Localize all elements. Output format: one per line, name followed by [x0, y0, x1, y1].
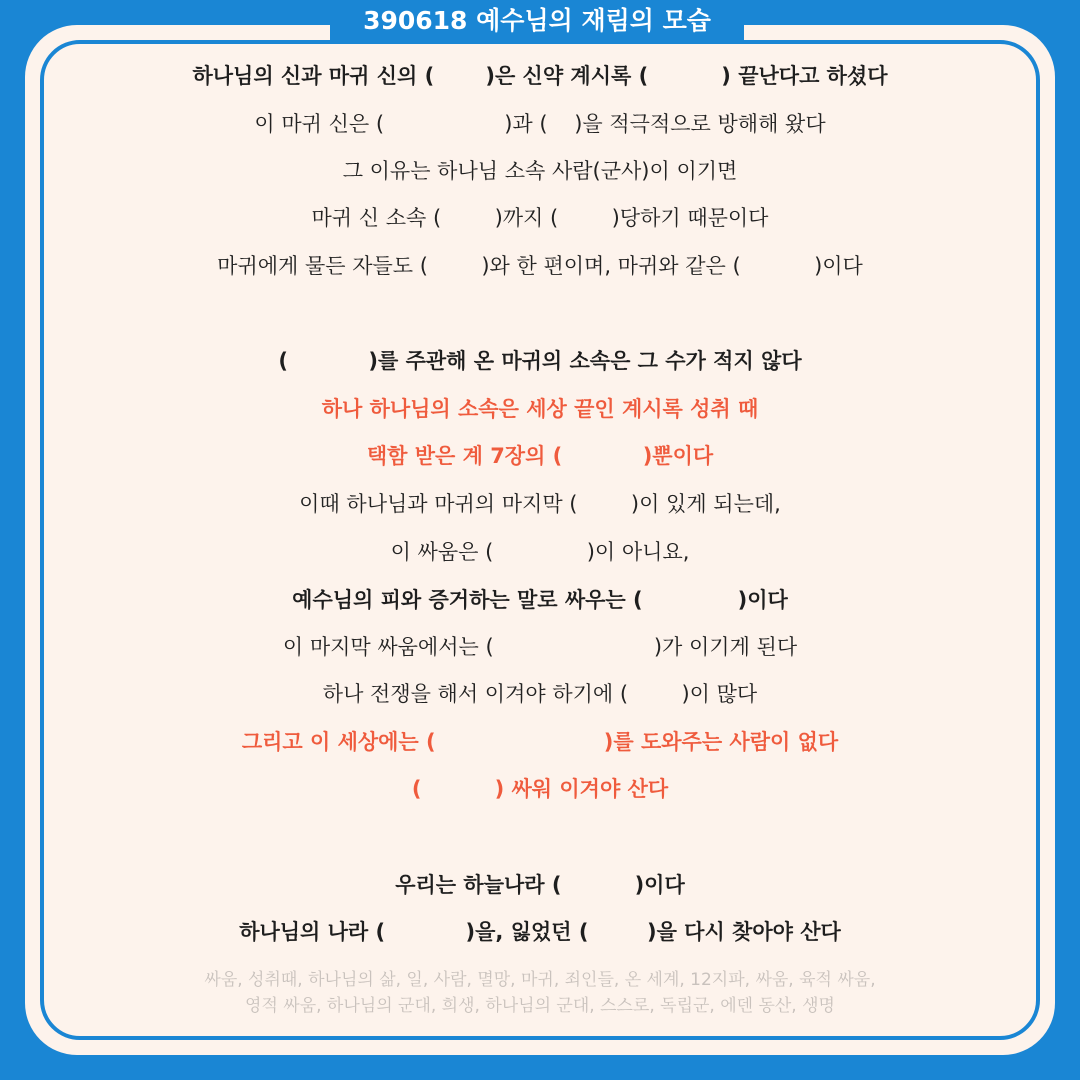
- page-title: 390618 예수님의 재림의 모습: [330, 0, 744, 42]
- hint-words-line-2: 영적 싸움, 하나님의 군대, 희생, 하나님의 군대, 스스로, 독립군, 에덴 동산, 생명: [245, 996, 835, 1016]
- text-line-5: 마귀에게 물든 자들도 ( )와 한 편이며, 마귀와 같은 ( )이다: [217, 254, 863, 278]
- hint-words-line-1: 싸움, 성취때, 하나님의 삶, 일, 사람, 멸망, 마귀, 죄인들, 온 세계, 12지파, 싸움, 육적 싸움,: [204, 970, 876, 990]
- text-line-3: 그 이유는 하나님 소속 사람(군사)이 이기면: [342, 159, 738, 183]
- text-line-17: 하나님의 나라 ( )을, 잃었던 ( )을 다시 찾아야 산다: [239, 920, 841, 944]
- text-line-6: ( )를 주관해 온 마귀의 소속은 그 수가 적지 않다: [278, 349, 802, 373]
- text-line-7: 하나 하나님의 소속은 세상 끝인 계시록 성취 때: [321, 397, 759, 421]
- text-line-13: 하나 전쟁을 해서 이겨야 하기에 ( )이 많다: [322, 682, 758, 706]
- text-line-4: 마귀 신 소속 ( )까지 ( )당하기 때문이다: [311, 206, 769, 230]
- text-line-16: 우리는 하늘나라 ( )이다: [395, 873, 685, 897]
- text-line-15: ( ) 싸워 이겨야 산다: [411, 777, 669, 801]
- text-line-11: 예수님의 피와 증거하는 말로 싸우는 ( )이다: [292, 588, 788, 612]
- text-line-12: 이 마지막 싸움에서는 ( )가 이기게 된다: [282, 635, 798, 659]
- text-line-2: 이 마귀 신은 ( )과 ( )을 적극적으로 방해해 왔다: [254, 112, 826, 136]
- text-line-8: 택함 받은 계 7장의 ( )뿐이다: [366, 444, 714, 468]
- text-line-9: 이때 하나님과 마귀의 마지막 ( )이 있게 되는데,: [299, 492, 781, 516]
- text-line-14: 그리고 이 세상에는 ( )를 도와주는 사람이 없다: [241, 730, 839, 754]
- text-line-1: 하나님의 신과 마귀 신의 ( )은 신약 계시록 ( ) 끝난다고 하셨다: [192, 64, 888, 88]
- text-line-10: 이 싸움은 ( )이 아니요,: [390, 540, 690, 564]
